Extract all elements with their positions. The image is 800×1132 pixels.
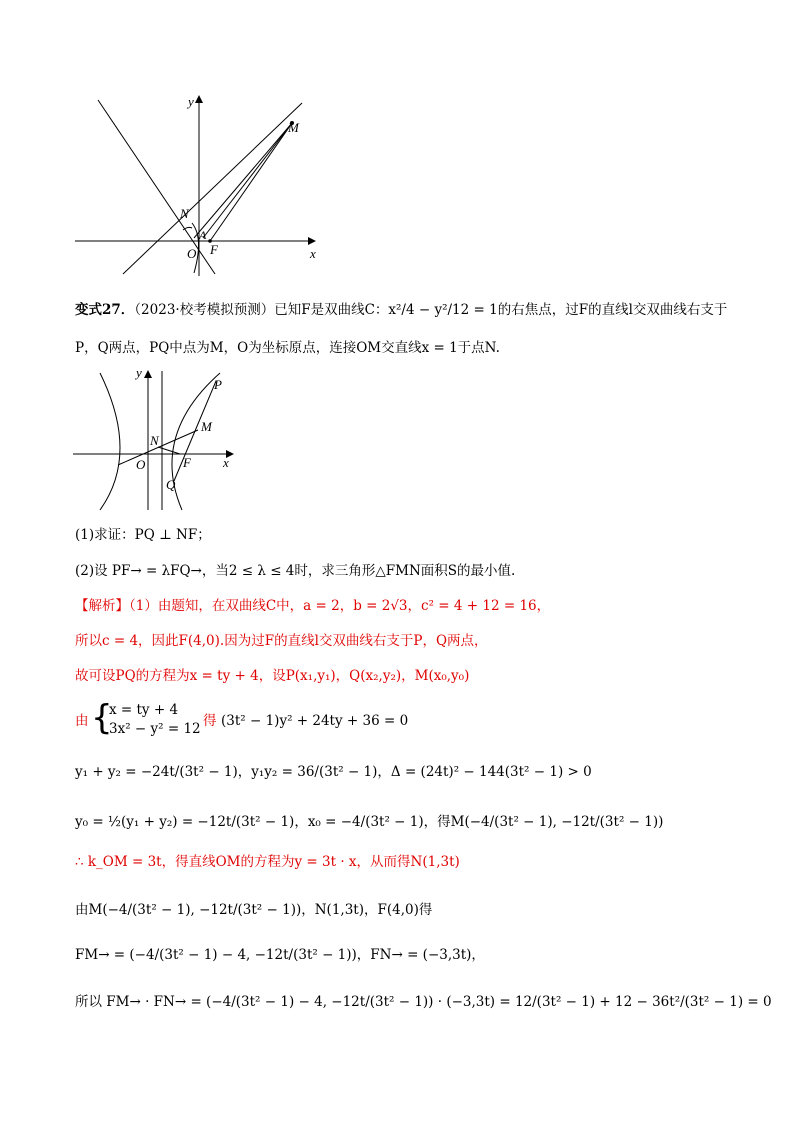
line-OM: [194, 123, 292, 238]
question-2: (2)设 PF→ = λFQ→，当2 ≤ λ ≤ 4时，求三角形△FMN面积S的最小值.: [75, 563, 516, 579]
solution-line-9: FM→ = (−4/(3t² − 1) − 4, −12t/(3t² − 1))，FN→ = (−3,3t)，: [75, 947, 485, 963]
asymptote-left: [98, 100, 215, 274]
label-N: N: [180, 206, 189, 221]
label2-N: N: [150, 433, 159, 448]
solution-line-2: 所以c = 4，因此F(4,0).因为过F的直线l交双曲线右支于P，Q两点，: [75, 633, 488, 649]
solution-line-1: 【解析】（1）由题知，在双曲线C中，a = 2，b = 2√3，c² = 4 + 12 = 16，: [75, 598, 551, 614]
label-M: M: [288, 120, 299, 135]
system-brace: {: [91, 698, 113, 738]
figure-2-hyperbola-diagram: [70, 365, 250, 515]
solution-line-10: 所以 FM→ · FN→ = (−4/(3t² − 1) − 4, −12t/(3t² − 1)) · (−3,3t) = 12/(3t² − 1) + 12 − 36t²/(3t² − 1) = 0: [75, 994, 772, 1010]
solution-line-7: ∴ k_OM = 3t，得直线OM的方程为y = 3t · x，从而得N(1,3t): [75, 854, 460, 870]
label2-O: O: [136, 457, 146, 472]
line-FM: [210, 123, 292, 241]
label-y: y: [188, 94, 194, 109]
solution-line-3: 故可设PQ的方程为x = ty + 4，设P(x₁,y₁)，Q(x₂,y₂)，M(x₀,y₀): [75, 668, 470, 684]
label-O: O: [187, 246, 197, 261]
label-A: A: [199, 228, 207, 242]
label-F: F: [210, 242, 218, 257]
question-1: (1)求证：PQ ⊥ NF；: [75, 527, 211, 543]
solution-line-6: y₀ = ½(y₁ + y₂) = −12t/(3t² − 1)，x₀ = −4/(3t² − 1)，得M(−4/(3t² − 1), −12t/(3t² − 1)): [75, 814, 664, 830]
problem-title: 变式27．: [75, 302, 135, 318]
label-x: x: [310, 246, 316, 261]
solution-line-8: 由M(−4/(3t² − 1), −12t/(3t² − 1))，N(1,3t)，F(4,0)得: [75, 902, 433, 918]
system-eq-2: 3x² − y² = 12: [109, 721, 201, 737]
sol-4-you: 由: [75, 713, 89, 729]
problem-source: （2023·校考模拟预测）: [134, 302, 275, 318]
solution-line-5: y₁ + y₂ = −24t/(3t² − 1)，y₁y₂ = 36/(3t² − 1)，Δ = (24t)² − 144(3t² − 1) > 0: [75, 764, 592, 780]
figure-1-hyperbola-diagram: [70, 88, 330, 278]
label2-y: y: [136, 365, 142, 380]
line-AM: [203, 123, 292, 238]
line-NF: [158, 447, 180, 454]
sol-4-de: 得: [203, 713, 217, 729]
hyperbola-right-branch: [172, 373, 220, 510]
label2-P: P: [214, 377, 222, 392]
problem-text-1: 已知F是双曲线C：x²/4 − y²/12 = 1的右焦点，过F的直线l交双曲线右支于: [274, 302, 728, 318]
label2-x: x: [223, 455, 229, 470]
problem-line-2: P，Q两点，PQ中点为M，O为坐标原点，连接OM交直线x = 1于点N.: [75, 340, 500, 356]
system-eq-1: x = ty + 4: [109, 702, 179, 718]
problem-line-1: [75, 300, 727, 320]
label2-Q: Q: [166, 477, 176, 492]
label2-M: M: [201, 419, 212, 434]
label2-F: F: [183, 455, 191, 470]
hyperbola-left-branch: [100, 373, 120, 510]
sol-4-equation: (3t² − 1)y² + 24ty + 36 = 0: [221, 713, 409, 729]
